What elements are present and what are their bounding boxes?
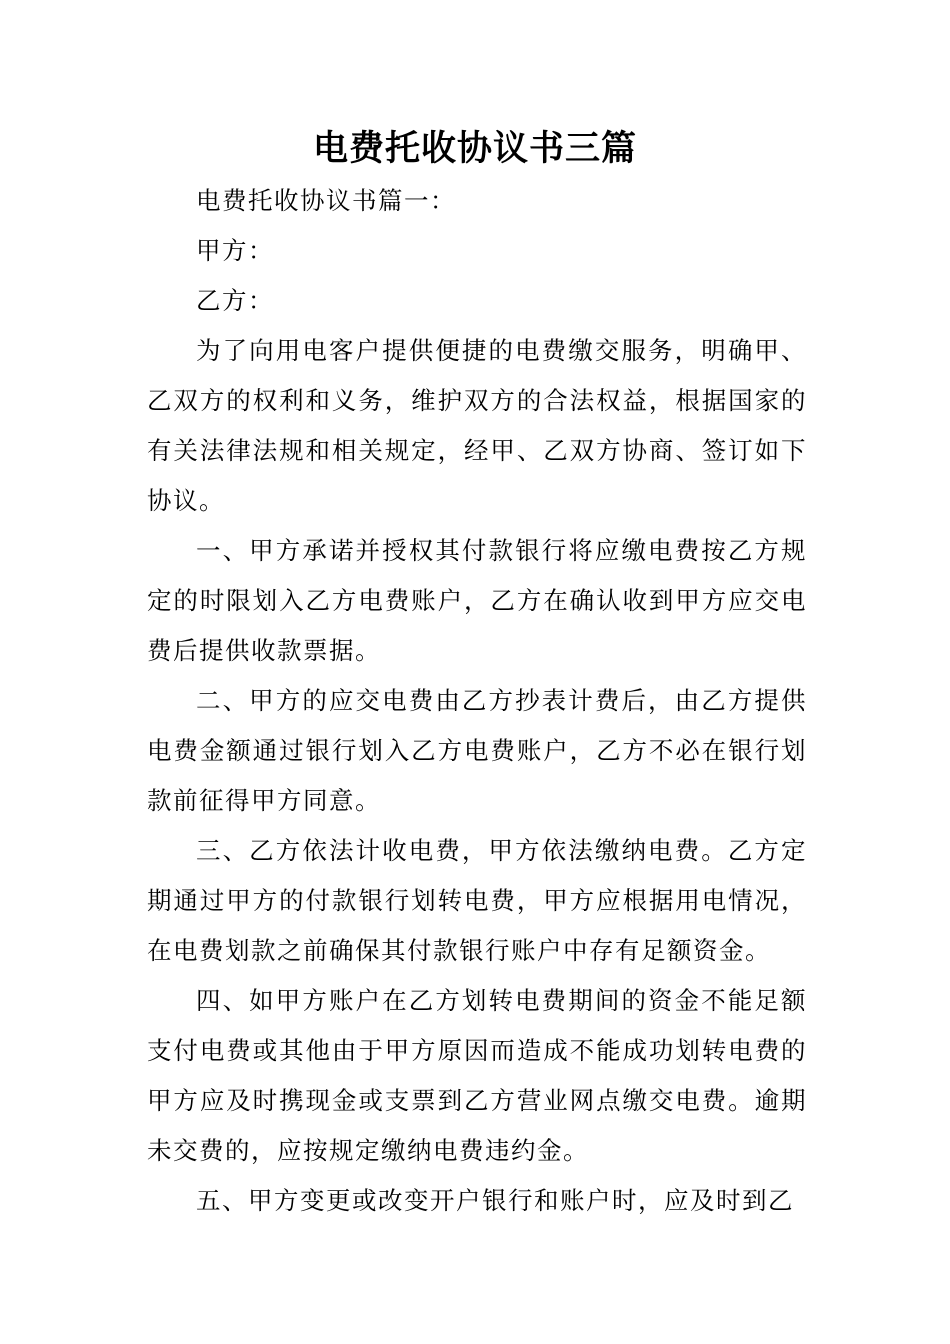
section-heading: 电费托收协议书篇一： [196,186,456,215]
clause-1: 一、甲方承诺并授权其付款银行将应缴电费按乙方规定的时限划入乙方电费账户，乙方在确认收到甲方应交电费后提供收款票据。 [147,536,807,665]
clause-5: 五、甲方变更或改变开户银行和账户时，应及时到乙 [196,1186,794,1215]
clause-2: 二、甲方的应交电费由乙方抄表计费后，由乙方提供电费金额通过银行划入乙方电费账户，乙方不必在银行划款前征得甲方同意。 [147,686,807,815]
party-b-line: 乙方： [196,286,274,315]
clause-3: 三、乙方依法计收电费，甲方依法缴纳电费。乙方定期通过甲方的付款银行划转电费，甲方应根据用电情况，在电费划款之前确保其付款银行账户中存有足额资金。 [147,836,807,965]
document-title: 电费托收协议书三篇 [312,129,637,169]
party-a-line: 甲方： [196,236,274,265]
clause-4: 四、如甲方账户在乙方划转电费期间的资金不能足额支付电费或其他由于甲方原因而造成不能成功划转电费的甲方应及时携现金或支票到乙方营业网点缴交电费。逾期未交费的，应按规定缴纳电费违约金。 [147,986,807,1165]
document-body [147,176,807,1226]
intro-paragraph: 为了向用电客户提供便捷的电费缴交服务，明确甲、乙双方的权利和义务，维护双方的合法权益，根据国家的有关法律法规和相关规定，经甲、乙双方协商、签订如下协议。 [147,336,807,515]
